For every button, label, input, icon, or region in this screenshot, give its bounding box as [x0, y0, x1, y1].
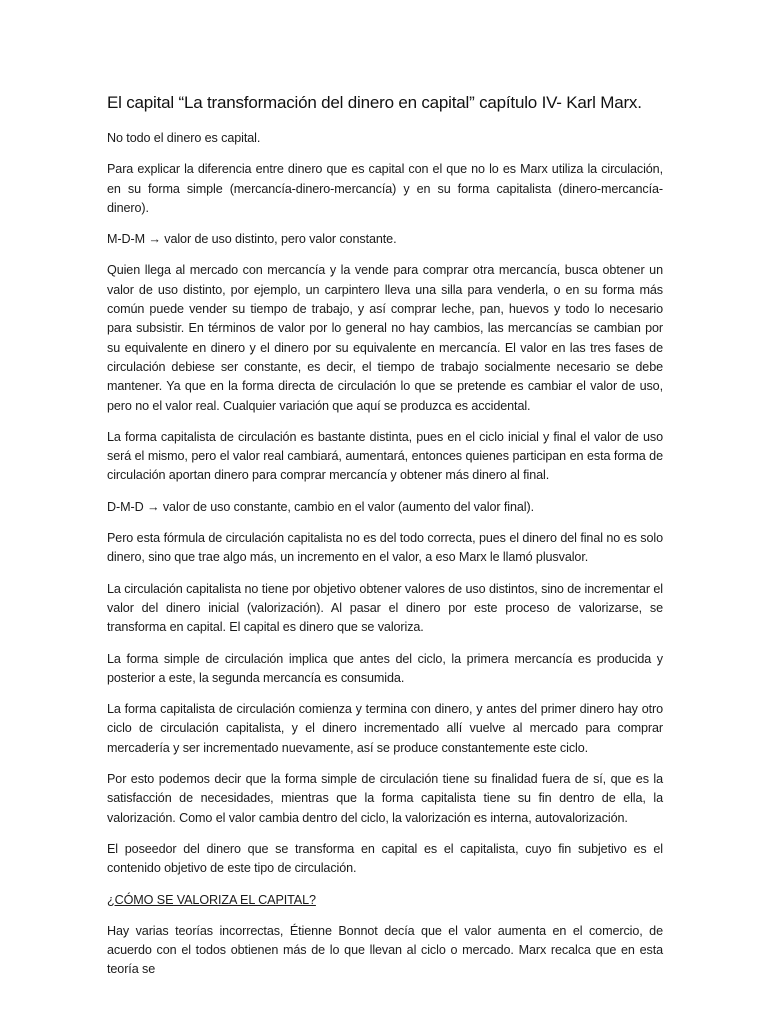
paragraph: La forma simple de circulación implica que antes del ciclo, la primera mercancía es producida y posterior a este, la segunda mercancía es consumida.: [107, 651, 663, 685]
paragraph: La forma capitalista de circulación comienza y termina con dinero, y antes del primer dinero hay otro ciclo de circulación capitalista, y el dinero incrementado allí vuelve al mercado para comprar mercadería y ser incrementado nuevamente, así se produce constantemente este ciclo.: [107, 702, 663, 755]
formula-line: D-M-D → valor de uso constante, cambio en el valor (aumento del valor final).: [107, 499, 534, 514]
paragraph: Por esto podemos decir que la forma simple de circulación tiene su finalidad fuera de sí, que es la satisfacción de necesidades, mientras que la forma capitalista tiene su fin dentro de ella, la valorización. Como el valor cambia dentro del ciclo, la valorización es interna, autovalorización.: [107, 772, 663, 825]
paragraph: No todo el dinero es capital.: [107, 131, 261, 145]
paragraph: La forma capitalista de circulación es bastante distinta, pues en el ciclo inicial y final el valor de uso será el mismo, pero el valor real cambiará, aumentará, entonces quienes participan en esta forma de circulación aportan dinero para comprar mercancía y obtener más dinero al final.: [107, 429, 663, 483]
paragraph: El poseedor del dinero que se transforma en capital es el capitalista, cuyo fin subjetivo es el contenido objetivo de este tipo de circulación.: [107, 841, 663, 876]
document-title: El capital “La transformación del dinero en capital” capítulo IV- Karl Marx.: [107, 93, 642, 112]
paragraph: Pero esta fórmula de circulación capitalista no es del todo correcta, pues el dinero del final no es solo dinero, sino que trae algo más, un incremento en el valor, a eso Marx le llamó plusvalor.: [107, 531, 663, 565]
paragraph: Quien llega al mercado con mercancía y la vende para comprar otra mercancía, busca obtener un valor de uso distinto, por ejemplo, un carpintero lleva una silla para venderla, o en su forma más común puede vender su tiempo de trabajo, y así comprar leche, pan, huevos y todo lo necesario para subsistir. En términos de valor por lo general no hay cambios, las mercancías se cambian por su equivalente en dinero y el dinero por su equivalente en mercancía. El valor en las tres fases de circulación debiese ser constante, es decir, el tiempo de trabajo socialmente necesario se debe mantener. Ya que en la forma directa de circulación lo que se pretende es cambiar el valor de uso, pero no el valor real. Cualquier variación que aquí se produzca es accidental.: [107, 263, 663, 413]
section-heading: ¿CÓMO SE VALORIZA EL CAPITAL?: [107, 892, 316, 907]
paragraph: Para explicar la diferencia entre dinero que es capital con el que no lo es Marx utiliza la circulación, en su forma simple (mercancía-dinero-mercancía) y en su forma capitalista (dinero-mercancía-dinero).: [107, 162, 663, 215]
formula-line: M-D-M → valor de uso distinto, pero valor constante.: [107, 232, 397, 247]
paragraph: La circulación capitalista no tiene por objetivo obtener valores de uso distintos, sino de incrementar el valor del dinero inicial (valorización). Al pasar el dinero por este proceso de valorizarse, se transforma en capital. El capital es dinero que se valoriza.: [107, 581, 663, 635]
paragraph: Hay varias teorías incorrectas, Étienne Bonnot decía que el valor aumenta en el comercio, de acuerdo con el todos obtienen más de lo que llevan al ciclo o mercado. Marx recalca que en esta teoría se: [107, 923, 663, 977]
